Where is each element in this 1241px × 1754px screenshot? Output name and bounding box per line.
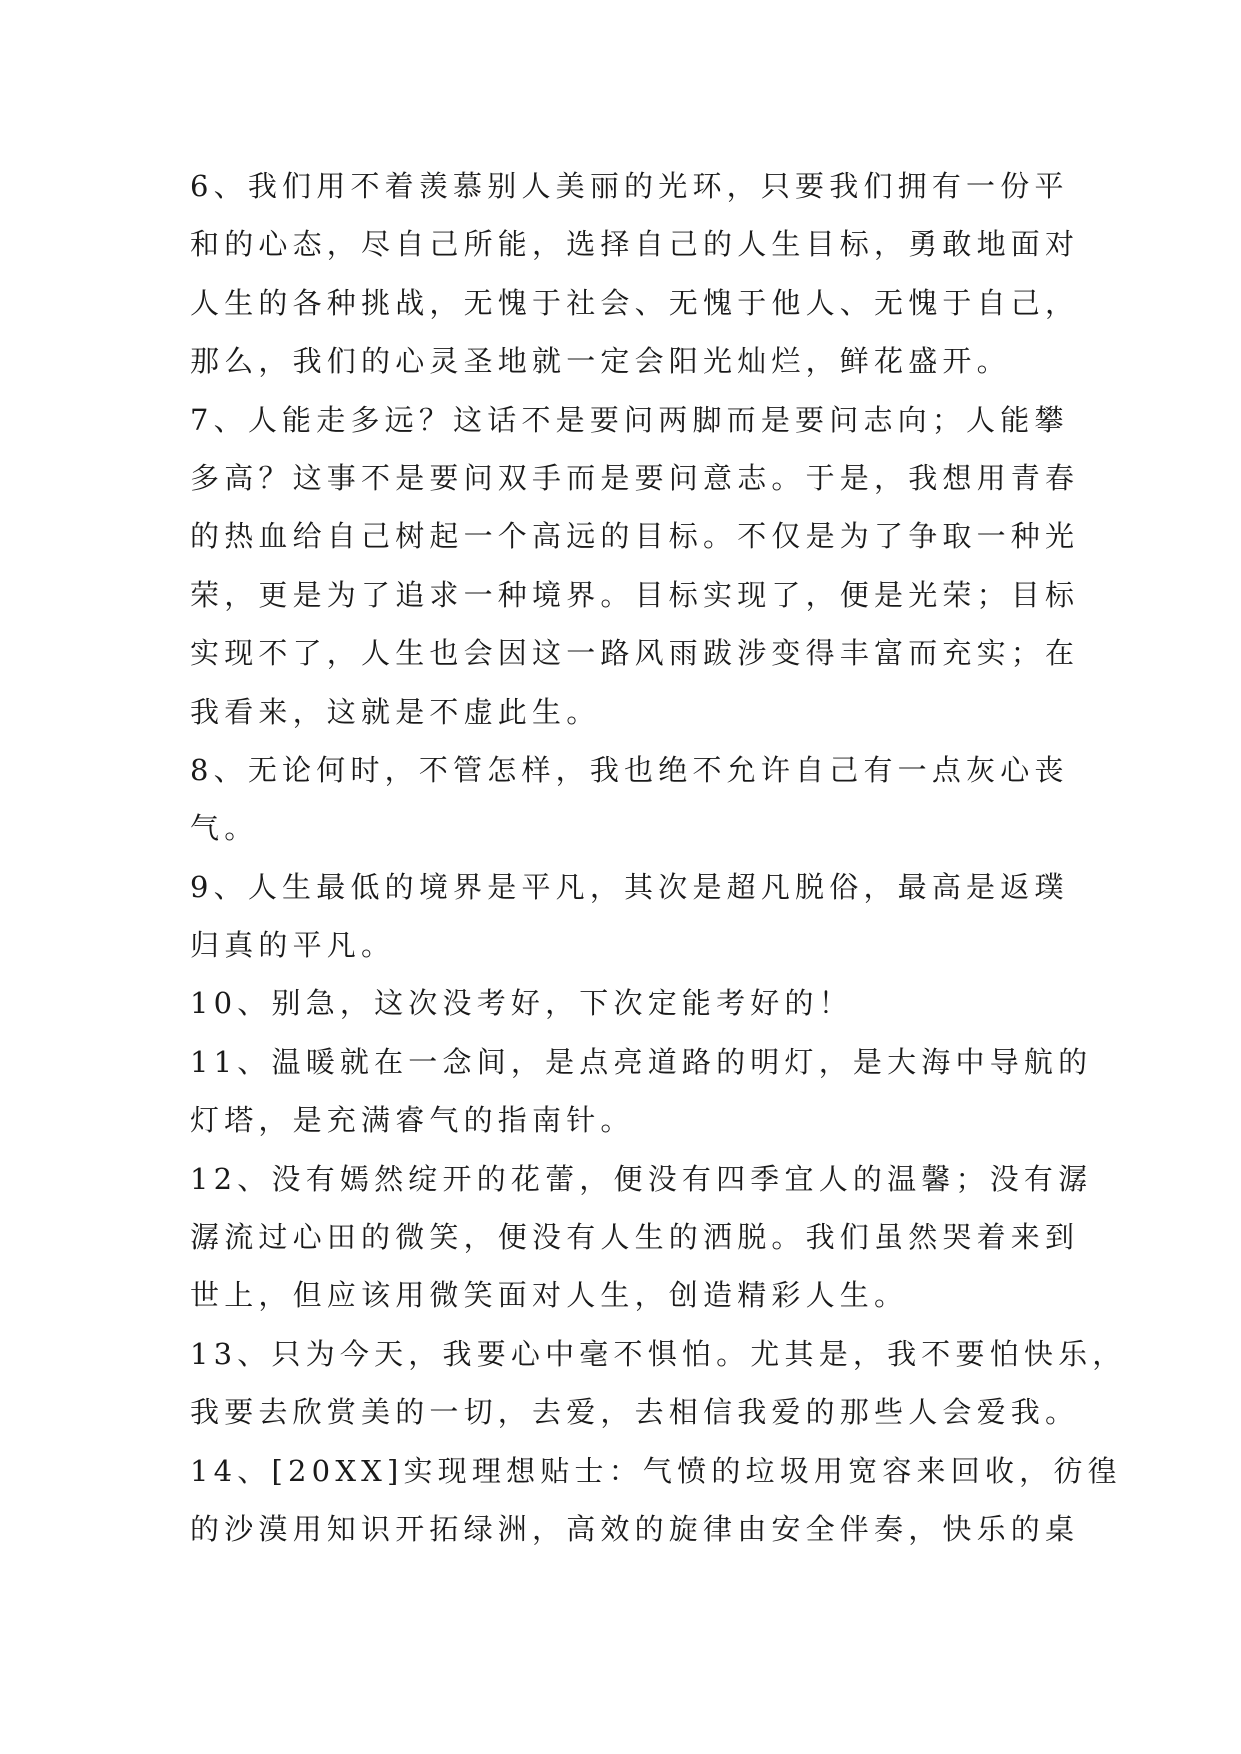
text-line: 实现不了，人生也会因这一路风雨跋涉变得丰富而充实；在: [190, 636, 1080, 671]
document-body: [190, 157, 1127, 1558]
text-line: 潺流过心田的微笑，便没有人生的洒脱。我们虽然哭着来到: [190, 1220, 1080, 1255]
text-line: 荣，更是为了追求一种境界。目标实现了，便是光荣；目标: [190, 577, 1080, 612]
text-line: 10、别急，这次没考好，下次定能考好的！: [190, 986, 853, 1021]
text-line: 归真的平凡。: [190, 928, 396, 963]
text-line: 11、温暖就在一念间，是点亮道路的明灯，是大海中导航的: [190, 1044, 1093, 1079]
text-line: 的沙漠用知识开拓绿洲，高效的旋律由安全伴奏，快乐的桌: [190, 1511, 1080, 1546]
text-line: 气。: [190, 811, 259, 846]
text-line: 12、没有嫣然绽开的花蕾，便没有四季宜人的温馨；没有潺: [190, 1161, 1093, 1196]
text-line: 和的心态，尽自己所能，选择自己的人生目标，勇敢地面对: [190, 227, 1080, 262]
text-line: 世上，但应该用微笑面对人生，创造精彩人生。: [190, 1278, 909, 1313]
text-line: 我要去欣赏美的一切，去爱，去相信我爱的那些人会爱我。: [190, 1395, 1080, 1430]
text-line: 6、我们用不着羡慕别人美丽的光环，只要我们拥有一份平: [190, 169, 1069, 203]
text-line: 7、人能走多远？这话不是要问两脚而是要问志向；人能攀: [190, 402, 1069, 437]
text-line: 8、无论何时，不管怎样，我也绝不允许自己有一点灰心丧: [190, 752, 1069, 787]
text-line: 我看来，这就是不虚此生。: [190, 694, 601, 729]
text-line: 14、[20XX]实现理想贴士：气愤的垃圾用宽容来回收，彷徨: [190, 1453, 1122, 1488]
text-line: 13、只为今天，我要心中毫不惧怕。尤其是，我不要怕快乐，: [190, 1336, 1127, 1371]
text-line: 多高？这事不是要问双手而是要问意志。于是，我想用青春: [190, 460, 1080, 495]
text-line: 9、人生最低的境界是平凡，其次是超凡脱俗，最高是返璞: [190, 869, 1069, 904]
text-line: 那么，我们的心灵圣地就一定会阳光灿烂，鲜花盛开。: [190, 344, 1011, 379]
text-line: 灯塔，是充满睿气的指南针。: [190, 1103, 635, 1138]
text-line: 人生的各种挑战，无愧于社会、无愧于他人、无愧于自己，: [190, 285, 1080, 320]
text-line: 的热血给自己树起一个高远的目标。不仅是为了争取一种光: [190, 519, 1080, 554]
